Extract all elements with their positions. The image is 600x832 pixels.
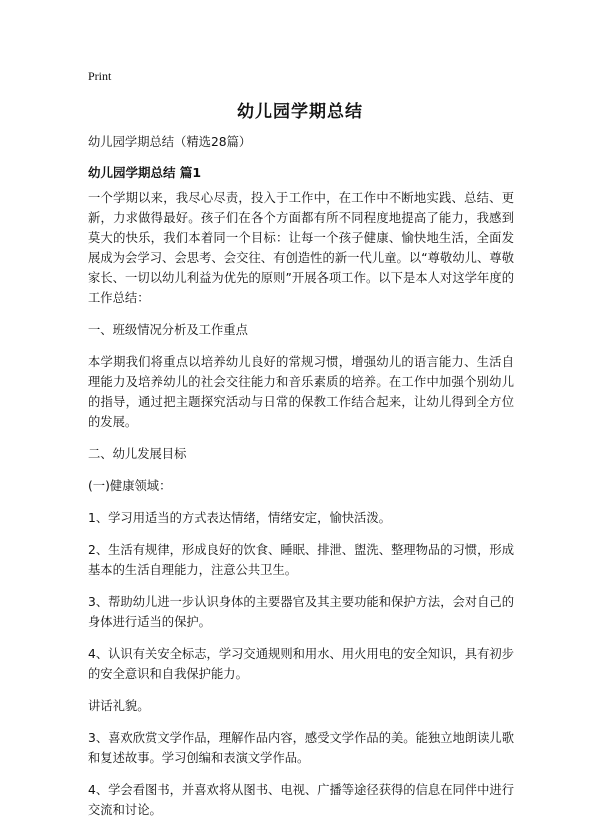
document-body [88,132,514,832]
paragraph-health-item-1: 1、学习用适当的方式表达情绪，情绪安定，愉快活泼。 [88,511,391,525]
paragraph-language-item-4: 4、学会看图书，并喜欢将从图书、电视、广播等途径获得的信息在同伴中进行交流和讨论。 [88,783,514,817]
paragraph-heading-goals: 二、幼儿发展目标 [88,447,187,461]
paragraph-polite-speech: 讲话礼貌。 [88,699,150,713]
paragraph-health-domain: (一)健康领域： [88,479,172,493]
document-subtitle: 幼儿园学期总结（精选28篇） [88,135,252,149]
page-title: 幼儿园学期总结 [237,102,363,122]
section-heading: 幼儿园学期总结 篇1 [88,165,202,180]
paragraph-health-item-4: 4、认识有关安全标志，学习交通规则和用水、用火用电的安全知识，具有初步的安全意识和自我保护能力。 [88,647,514,681]
print-link[interactable]: Print [88,69,112,83]
paragraph-heading-class-analysis: 一、班级情况分析及工作重点 [88,323,248,337]
paragraph-intro: 一个学期以来，我尽心尽责，投入于工作中，在工作中不断地实践、总结、更新，力求做得最好。孩子们在各个方面都有所不同程度地提高了能力，我感到莫大的快乐，我们本着同一个目标：让每一个孩子健康、愉快地生活，全面发展成为会学习、会思考、会交往、有创造性的新一代儿童。以“尊敬幼儿、尊敬家长、一切以幼儿利益为优先的原则”开展各项工作。以下是本人对这学年度的工作总结： [88,191,514,305]
paragraph-language-item-3: 3、喜欢欣赏文学作品，理解作品内容，感受文学作品的美。能独立地朗读儿歌和复述故事。学习创编和表演文学作品。 [88,731,514,765]
paragraph-health-item-2: 2、生活有规律，形成良好的饮食、睡眠、排泄、盥洗、整理物品的习惯，形成基本的生活自理能力，注意公共卫生。 [88,543,514,577]
paragraph-class-analysis: 本学期我们将重点以培养幼儿良好的常规习惯，增强幼儿的语言能力、生活自理能力及培养幼儿的社会交往能力和音乐素质的培养。在工作中加强个别幼儿的指导，通过把主题探究活动与日常的保教工作结合起来，让幼儿得到全方位的发展。 [88,355,514,429]
paragraph-health-item-3: 3、帮助幼儿进一步认识身体的主要器官及其主要功能和保护方法，会对自己的身体进行适当的保护。 [88,595,514,629]
